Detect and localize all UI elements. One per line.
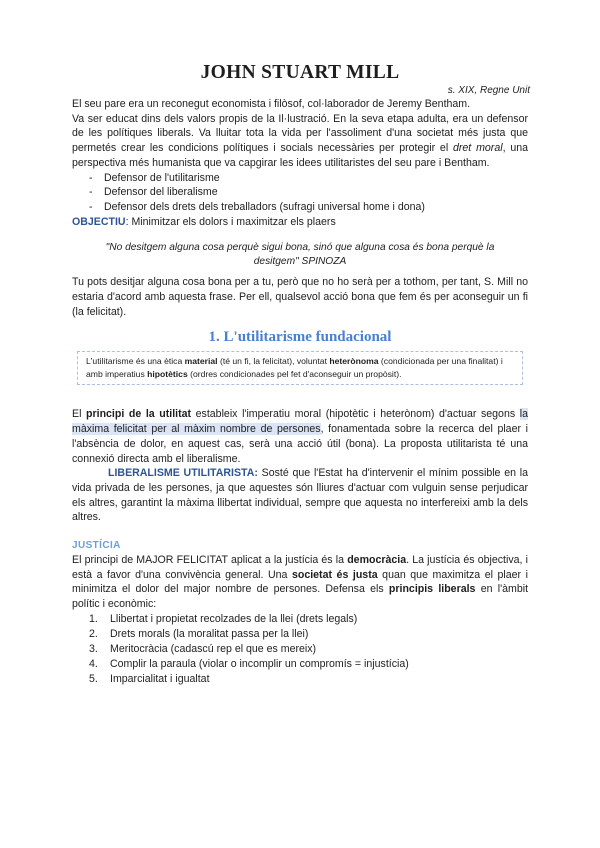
list-item: - Defensor dels drets dels treballadors (sufragi universal home i dona) bbox=[72, 200, 528, 215]
intro-paragraph-2: Va ser educat dins dels valors propis de la Il·lustració. En la seva etapa adulta, era un defensor de les polítiques liberals. Va lluitar tota la vida per l'assoliment d'una societat més justa que permetés crear les condicions polítiques i socials necessàries per protegir el dret moral, una perspectiva més humanista que va capgirar les idees utilitaristes del seu pare i Bentham. bbox=[72, 112, 529, 169]
list-item: - Defensor de l'utilitarisme bbox=[72, 171, 528, 186]
list-item: 1. Llibertat i propietat recolzades de la llei (drets legals) bbox=[89, 612, 358, 625]
list-item: 3. Meritocràcia (cadascú rep el que es mereix) bbox=[89, 642, 317, 655]
principi-paragraph: El principi de la utilitat estableix l'imperatiu moral (hipotètic i heterònom) d'actuar segons la màxima felicitat per al màxim nombre de persones, fonamentada sobre la recerca del plaer i l'absència de dolor, en aquest cas, serà una acció útil (bona). La proposta utilitarista té una connexió directa amb el liberalisme. bbox=[72, 408, 528, 465]
list-item: - Defensor del liberalisme bbox=[72, 185, 528, 200]
justicia-paragraph: El principi de MAJOR FELICITAT aplicat a la justícia és la democràcia. La justícia és objectiva, i està a favor d'una convivència general. Una societat és justa quan que maximitza el plaer i minimitza el dolor del major nombre de persones. Defensa els principis liberals en l'àmbit polític i econòmic: bbox=[72, 554, 529, 611]
quote-commentary: Tu pots desitjar alguna cosa bona per a tu, però que no ho serà per a tothom, per tant, S. Mill no estaria d'acord amb aquesta frase. Per ell, qualsevol acció bona que fem és per aconseguir un fi (la felicitat). bbox=[72, 276, 528, 318]
page-title: JOHN STUART MILL bbox=[200, 62, 400, 83]
objectiu-line: OBJECTIU: Minimitzar els dolors i maximitzar els plaers bbox=[72, 215, 336, 228]
justicia-heading: JUSTÍCIA bbox=[72, 540, 121, 552]
liberalisme-label: LIBERALISME UTILITARISTA: bbox=[108, 467, 258, 480]
document-page bbox=[72, 62, 528, 687]
liberalisme-paragraph: LIBERALISME UTILITARISTA: Sosté que l'Estat ha d'intervenir el mínim possible en la vida privada de les persones, ja que aquestes són lliures d'actuar com vulguin sense perjudicar els altres, garantint la màxima llibertat individual, sempre que aquesta no interfereixi amb la dels altres. bbox=[72, 467, 528, 524]
spinoza-quote: "No desitgem alguna cosa perquè sigui bona, sinó que alguna cosa és bona perquè la desitgem" SPINOZA bbox=[105, 242, 495, 268]
list-item: 2. Drets morals (la moralitat passa per la llei) bbox=[89, 627, 309, 640]
definition-box: L'utilitarisme és una ètica material (té un fi, la felicitat), voluntat heterònoma (condicionada per una finalitat) i amb imperatius hipotètics (ordres condicionades pel fet d'aconseguir un propòsit). bbox=[77, 351, 523, 385]
section-heading: 1. L'utilitarisme fundacional bbox=[208, 329, 392, 346]
principis-list bbox=[72, 612, 528, 687]
objectiu-label: OBJECTIU bbox=[72, 215, 126, 228]
intro-paragraph-1: El seu pare era un reconegut economista i filòsof, col·laborador de Jeremy Bentham. bbox=[72, 98, 471, 110]
highlighted-text: la màxima felicitat per al màxim nombre de persones bbox=[72, 408, 528, 436]
defensor-list bbox=[72, 171, 528, 215]
page-subtitle: s. XIX, Regne Unit bbox=[447, 85, 530, 96]
list-item: 5. Imparcialitat i igualtat bbox=[89, 672, 210, 685]
list-item: 4. Complir la paraula (violar o incomplir un compromís = injustícia) bbox=[89, 657, 409, 670]
